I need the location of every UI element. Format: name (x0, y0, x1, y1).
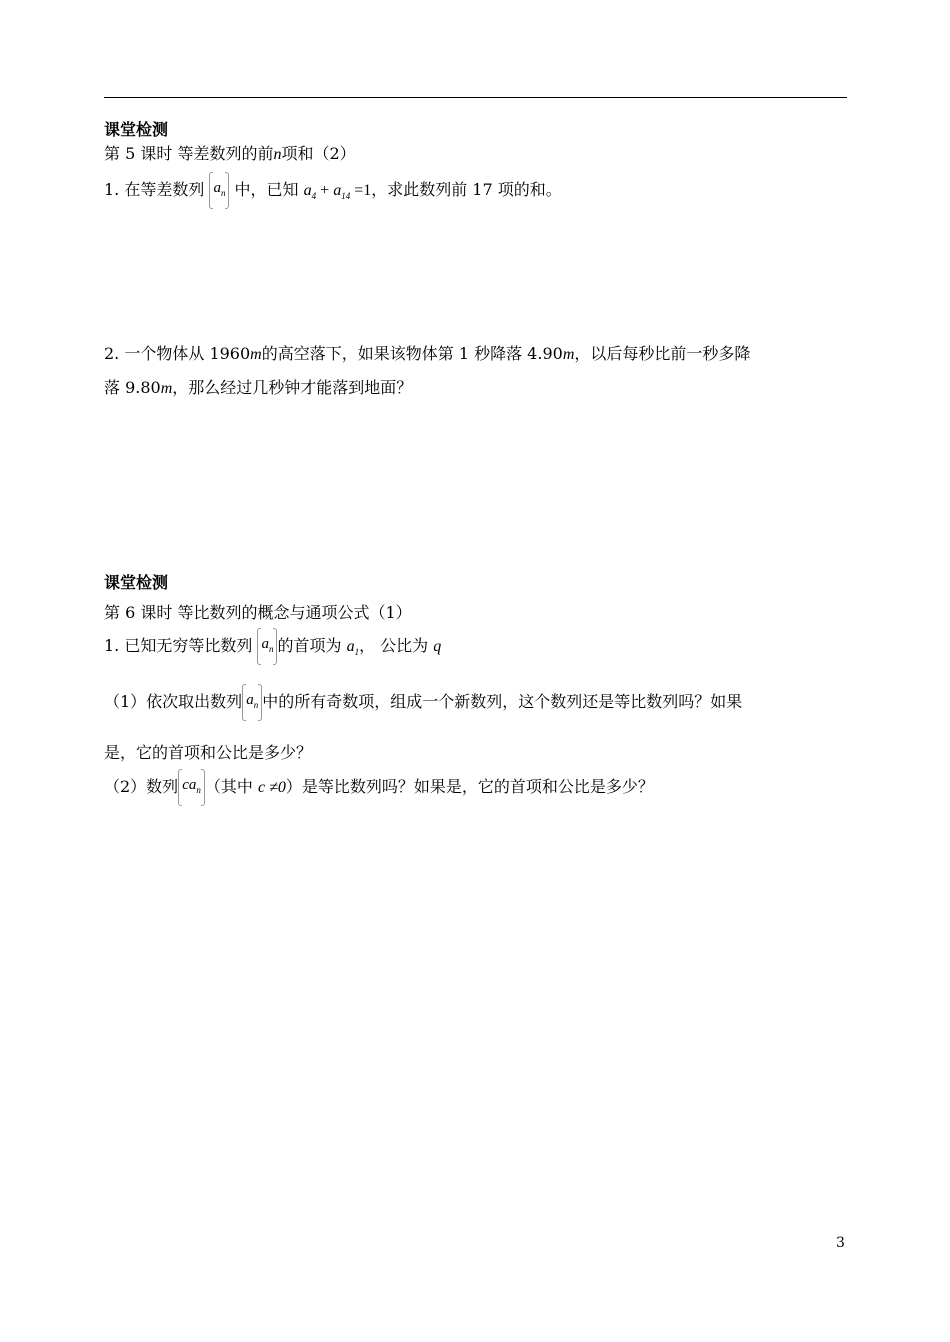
section2-part-1-line1: （1）依次取出数列 $a_n$ 中的所有奇数项，组成一个新数列，这个数列还是等比数列吗？如果 (104, 690, 742, 715)
header-rule (104, 97, 847, 98)
common-ratio: q (433, 638, 442, 655)
sequence-an: $a_n$ (257, 634, 277, 659)
section1-question-2-line2: 落 9.80m，那么经过几秒钟才能落到地面？ (104, 378, 413, 397)
first-term: $a_1$ (346, 638, 360, 658)
condition-expression: $a_4 + a_{14} =1$ (303, 182, 372, 202)
sequence-an: $a_n$ (209, 178, 229, 203)
section2-question-1: 1. 已知无穷等比数列 $a_n$ 的首项为 $a_1$， 公比为 q (104, 636, 442, 658)
section2-heading: 课堂检测 (104, 573, 169, 592)
section2-lesson-title: 第 6 课时 等比数列的概念与通项公式（1） (104, 603, 412, 622)
condition-c-nonzero: c ≠0 (257, 779, 286, 796)
page-number: 3 (836, 1235, 845, 1251)
section2-part-1-line2: 是，它的首项和公比是多少？ (104, 743, 313, 762)
sequence-an: $a_n$ (242, 690, 262, 715)
section1-heading: 课堂检测 (104, 120, 169, 139)
section1-question-2-line1: 2. 一个物体从 1960m的高空落下，如果该物体第 1 秒降落 4.90m，以后每秒比前一秒多降 (104, 344, 751, 363)
section2-part-2: （2）数列 $ca_n$ （其中 c ≠0）是等比数列吗？如果是，它的首项和公比是多少？ (104, 775, 654, 800)
section1-question-1: 1. 在等差数列 $a_n$ 中，已知 $a_4 + a_{14} =1$，求此数列前 17 项的和。 (104, 180, 562, 202)
sequence-can: $ca_n$ (178, 775, 205, 800)
section1-lesson-title: 第 5 课时 等差数列的前n项和（2） (104, 144, 356, 163)
